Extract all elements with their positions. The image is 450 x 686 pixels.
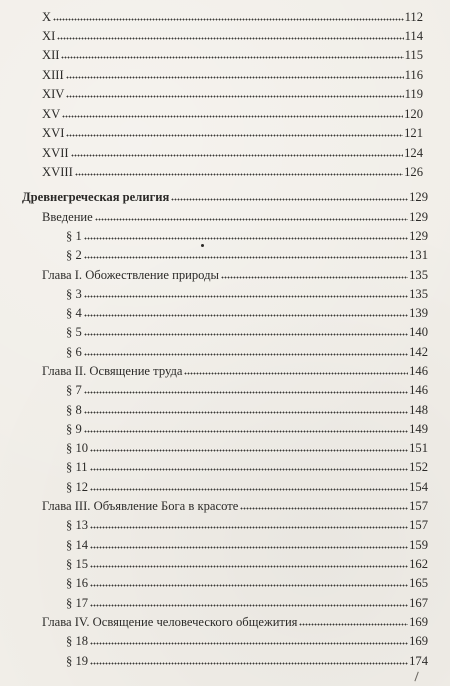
- toc-entry-label: § 9: [66, 422, 82, 436]
- toc-entry-page-number: 115: [404, 48, 423, 62]
- toc-entry-page-number: 146: [409, 383, 428, 397]
- leader-dots: [66, 95, 403, 98]
- toc-entry-page-number: 174: [409, 654, 428, 668]
- toc-entry-page-number: 119: [404, 87, 423, 101]
- toc-entry-x: [42, 6, 423, 24]
- toc-entry-label: XIV: [42, 87, 65, 101]
- toc-entry-label: § 13: [66, 518, 89, 532]
- toc-entry-page-number: 131: [409, 248, 428, 262]
- toc-entry-label: XI: [42, 29, 56, 43]
- leader-dots: [84, 314, 408, 317]
- leader-dots: [240, 507, 408, 510]
- toc-entry-label: § 4: [66, 306, 82, 320]
- toc-entry-label: Глава IV. Освящение человеческого общежития: [42, 615, 298, 629]
- leader-dots: [84, 295, 408, 298]
- toc-entry-page-number: 135: [409, 287, 428, 301]
- toc-entry-chapter-3: [42, 495, 428, 513]
- leader-dots: [75, 173, 403, 176]
- toc-entry-label: § 18: [66, 634, 89, 648]
- toc-entry-page-number: 124: [404, 146, 423, 160]
- toc-entry-section-11: [66, 456, 428, 474]
- leader-dots: [71, 154, 404, 157]
- toc-entry-label: § 7: [66, 383, 82, 397]
- toc-entry-page-number: 151: [409, 441, 428, 455]
- toc-entry-section-3: [66, 283, 428, 301]
- toc-entry-section-5: [66, 321, 428, 339]
- toc-entry-label: Глава III. Объявление Бога в красоте: [42, 499, 239, 513]
- leader-dots: [95, 218, 408, 221]
- toc-entry-label: Введение: [42, 210, 93, 224]
- toc-entry-section-17: [66, 592, 428, 610]
- toc-entry-page-number: 139: [409, 306, 428, 320]
- leader-dots: [90, 642, 408, 645]
- leader-dots: [90, 584, 408, 587]
- leader-dots: [90, 468, 409, 471]
- toc-entry-xii: [42, 44, 423, 62]
- toc-entry-page-number: 162: [409, 557, 428, 571]
- toc-entry-label: XVIII: [42, 165, 73, 179]
- toc-entry-label: XVI: [42, 126, 65, 140]
- toc-entry-page-number: 120: [404, 107, 423, 121]
- toc-entry-page-number: 112: [404, 10, 423, 24]
- leader-dots: [90, 449, 408, 452]
- toc-entry-page-number: 129: [409, 229, 428, 243]
- toc-entry-label: § 1: [66, 229, 82, 243]
- toc-entry-page-number: 169: [409, 615, 428, 629]
- toc-entry-xiv: [42, 83, 423, 101]
- toc-entry-label: Глава II. Освящение труда: [42, 364, 183, 378]
- toc-entry-label: § 2: [66, 248, 82, 262]
- toc-entry-section-19: [66, 650, 428, 668]
- leader-dots: [84, 430, 408, 433]
- toc-entry-label: § 12: [66, 480, 89, 494]
- leader-dots: [90, 546, 408, 549]
- leader-dots: [90, 488, 408, 491]
- leader-dots: [221, 276, 408, 279]
- toc-entry-page-number: 129: [409, 210, 428, 224]
- toc-entry-label: § 11: [66, 460, 88, 474]
- leader-dots: [84, 353, 408, 356]
- toc-entry-section-15: [66, 553, 428, 571]
- toc-entry-label: § 6: [66, 345, 82, 359]
- toc-entry-chapter-1: [42, 264, 428, 282]
- toc-entry-xvii: [42, 142, 423, 160]
- toc-entry-label: XV: [42, 107, 61, 121]
- toc-entry-label: § 8: [66, 403, 82, 417]
- leader-dots: [90, 565, 408, 568]
- toc-entry-section-6: [66, 341, 428, 359]
- toc-entry-xvi: [42, 122, 423, 140]
- toc-entry-page-number: 121: [404, 126, 423, 140]
- toc-entry-page-number: 157: [409, 499, 428, 513]
- toc-entry-label: § 16: [66, 576, 89, 590]
- toc-entry-label: § 14: [66, 538, 89, 552]
- leader-dots: [53, 18, 403, 21]
- toc-entry-label: Древнегреческая религия: [22, 190, 170, 204]
- toc-entry-page-number: 167: [409, 596, 428, 610]
- toc-entry-section-2: [66, 244, 428, 262]
- toc-entry-label: § 3: [66, 287, 82, 301]
- toc-entry-label: § 15: [66, 557, 89, 571]
- toc-entry-page-number: 157: [409, 518, 428, 532]
- toc-entry-section-16: [66, 572, 428, 590]
- toc-entry-page-number: 146: [409, 364, 428, 378]
- toc-entry-page-number: 129: [409, 190, 428, 204]
- toc-entry-xv: [42, 103, 423, 121]
- toc-entry-page-number: 154: [409, 480, 428, 494]
- leader-dots: [90, 662, 408, 665]
- toc-entry-section-7: [66, 379, 428, 397]
- toc-entry-page-number: 159: [409, 538, 428, 552]
- leader-dots: [66, 76, 404, 79]
- toc-section-heading: [22, 186, 428, 204]
- toc-entry-chapter-4: [42, 611, 428, 629]
- leader-dots: [57, 37, 403, 40]
- ink-speck: [201, 244, 204, 247]
- toc-entry-label: Глава I. Обожествление природы: [42, 268, 219, 282]
- toc-entry-section-8: [66, 399, 428, 417]
- toc-entry-label: § 17: [66, 596, 89, 610]
- toc-entry-section-9: [66, 418, 428, 436]
- toc-entry-introduction: [42, 206, 428, 224]
- toc-entry-page-number: 114: [404, 29, 423, 43]
- leader-dots: [84, 333, 408, 336]
- toc-entry-page-number: 140: [409, 325, 428, 339]
- toc-entry-xviii: [42, 161, 423, 179]
- toc-entry-section-4: [66, 302, 428, 320]
- toc-entry-label: § 5: [66, 325, 82, 339]
- toc-entry-page-number: 149: [409, 422, 428, 436]
- toc-entry-page-number: 152: [409, 460, 428, 474]
- toc-entry-page-number: 165: [409, 576, 428, 590]
- toc-entry-section-18: [66, 630, 428, 648]
- leader-dots: [66, 134, 403, 137]
- leader-dots: [84, 237, 408, 240]
- leader-dots: [171, 198, 408, 201]
- toc-entry-section-13: [66, 514, 428, 532]
- toc-entry-page-number: 135: [409, 268, 428, 282]
- toc-entry-label: § 19: [66, 654, 89, 668]
- leader-dots: [84, 411, 408, 414]
- toc-entry-xi: [42, 25, 423, 43]
- toc-entry-label: § 10: [66, 441, 89, 455]
- toc-entry-chapter-2: [42, 360, 428, 378]
- leader-dots: [90, 604, 408, 607]
- toc-entry-page-number: 126: [404, 165, 423, 179]
- leader-dots: [61, 56, 403, 59]
- toc-entry-section-12: [66, 476, 428, 494]
- leader-dots: [62, 115, 403, 118]
- toc-entry-page-number: 169: [409, 634, 428, 648]
- toc-entry-section-14: [66, 534, 428, 552]
- toc-entry-page-number: 116: [404, 68, 423, 82]
- leader-dots: [84, 256, 408, 259]
- toc-entry-label: X: [42, 10, 52, 24]
- leader-dots: [299, 623, 408, 626]
- leader-dots: [184, 372, 408, 375]
- toc-entry-label: XVII: [42, 146, 69, 160]
- toc-entry-page-number: 142: [409, 345, 428, 359]
- leader-dots: [84, 391, 408, 394]
- toc-entry-section-10: [66, 437, 428, 455]
- toc-entry-label: XIII: [42, 68, 64, 82]
- toc-entry-xiii: [42, 64, 423, 82]
- leader-dots: [90, 526, 408, 529]
- toc-entry-label: XII: [42, 48, 60, 62]
- pen-mark: [414, 672, 421, 683]
- toc-entry-section-1: [66, 225, 428, 243]
- toc-entry-page-number: 148: [409, 403, 428, 417]
